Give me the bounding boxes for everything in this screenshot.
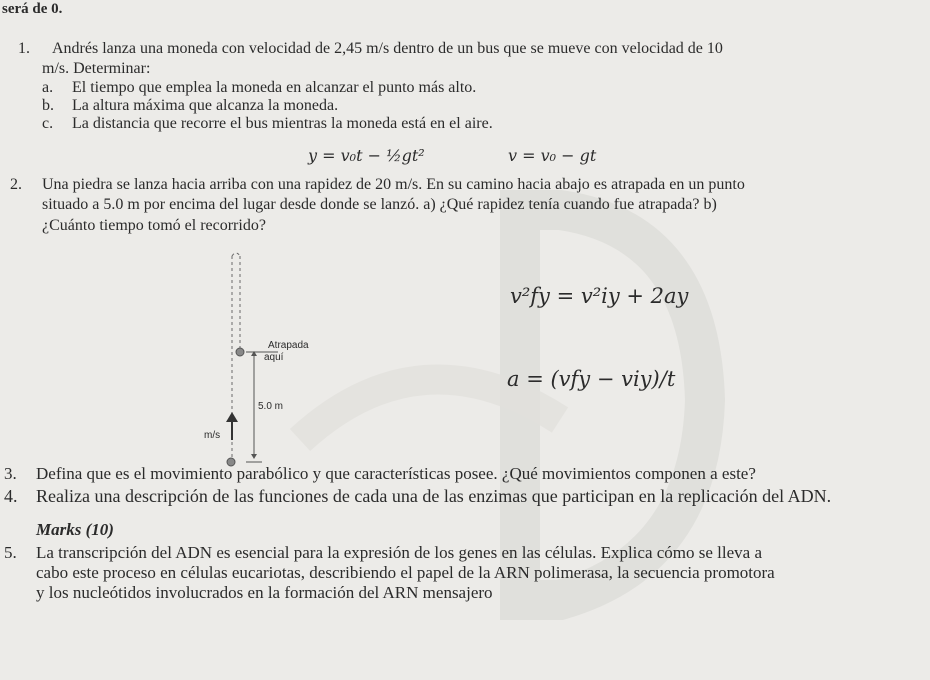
q4-number: 4. xyxy=(4,486,18,506)
q1-b-label: b. xyxy=(42,97,54,114)
q1-c-text: La distancia que recorre el bus mientras la moneda está en el aire. xyxy=(72,115,493,132)
q5-number: 5. xyxy=(4,543,17,562)
q1-c-label: c. xyxy=(42,115,54,132)
q1-a-text: El tiempo que emplea la moneda en alcanzar el punto más alto. xyxy=(72,79,477,96)
figure-label-distance: 5.0 m xyxy=(258,401,284,412)
q1-number: 1. xyxy=(18,40,30,57)
q5-line1: La transcripción del ADN es esencial para la expresión de los genes en las células. Explica cómo se lleva a xyxy=(36,543,763,562)
marks-label: Marks (10) xyxy=(36,520,114,539)
q1-formula-position: y = v₀t − ½gt² xyxy=(308,146,425,165)
q5-line3: y los nucleótidos involucrados en la formación del ARN mensajero xyxy=(36,583,493,602)
q2-line3: ¿Cuánto tiempo tomó el recorrido? xyxy=(42,217,266,234)
q2-line2: situado a 5.0 m por encima del lugar desde donde se lanzó. a) ¿Qué rapidez tenía cuando fue atrapada? b) xyxy=(42,196,717,213)
figure-label-speed: m/s xyxy=(204,430,221,441)
q3-number: 3. xyxy=(4,464,17,483)
q2-formula-kinematic: v²fy = v²iy + 2ay xyxy=(510,284,689,308)
q2-line1: Una piedra se lanza hacia arriba con una rapidez de 20 m/s. En su camino hacia abajo es atrapada en un punto xyxy=(42,176,745,193)
q2-number: 2. xyxy=(10,176,22,193)
figure-label-caught-2: aquí xyxy=(264,352,284,363)
q4-text: Realiza una descripción de las funciones de cada una de las enzimas que participan en la replicación del ADN. xyxy=(36,486,832,506)
header-fragment: será de 0. xyxy=(2,1,63,17)
q1-line2: m/s. Determinar: xyxy=(42,60,151,77)
q1-line1: Andrés lanza una moneda con velocidad de 2,45 m/s dentro de un bus que se mueve con velocidad de 10 xyxy=(52,40,723,57)
q5-line2: cabo este proceso en células eucariotas, describiendo el papel de la ARN polimerasa, la secuencia promotora xyxy=(36,563,775,582)
figure-label-caught-1: Atrapada xyxy=(268,340,309,351)
q1-b-text: La altura máxima que alcanza la moneda. xyxy=(72,97,339,114)
q3-text: Defina que es el movimiento parabólico y que características posee. ¿Qué movimientos componen a este? xyxy=(36,464,756,483)
q2-formula-acceleration: a = (vfy − viy)/t xyxy=(507,367,676,391)
q1-a-label: a. xyxy=(42,79,54,96)
q1-formula-velocity: v = v₀ − gt xyxy=(508,146,597,165)
stone-caught-dot xyxy=(236,348,244,356)
